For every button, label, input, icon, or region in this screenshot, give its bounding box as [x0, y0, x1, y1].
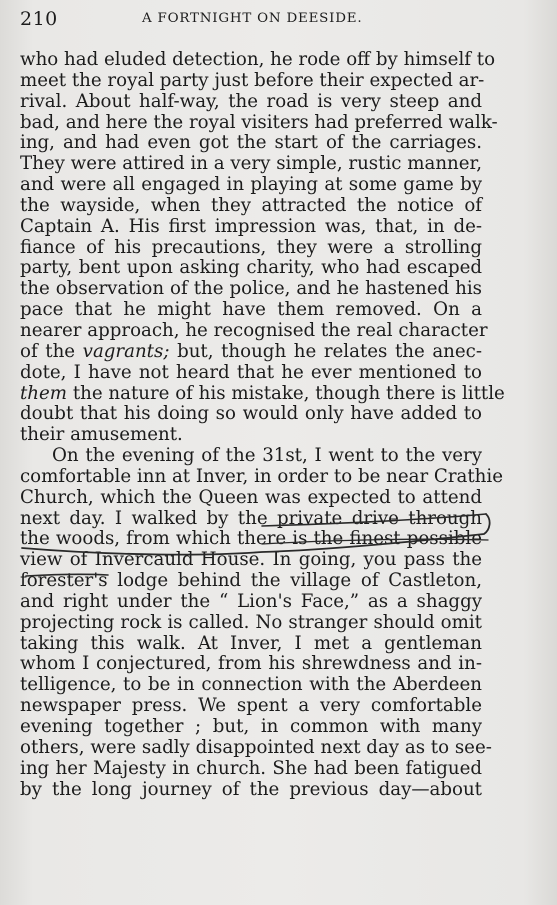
text-line: others, were sadly disappointed next day as to see- — [20, 736, 492, 758]
text-line: by the long journey of the previous day—about — [20, 778, 482, 800]
text-line: and right under the “ Lion's Face,” as a shaggy — [20, 590, 482, 612]
text-line: evening together ; but, in common with many — [20, 716, 482, 737]
page-number: 210 — [20, 8, 58, 30]
text-line: who had eluded detection, he rode off by himself to — [20, 49, 496, 70]
text-line: party, bent upon asking charity, who had escaped — [20, 257, 482, 279]
text-line: the woods, from which there is the finest possible — [20, 528, 482, 550]
text-line: pace that he might have them removed. On a — [20, 299, 482, 321]
text-line: forester's lodge behind the village of Castleton, — [20, 570, 482, 592]
text-line: telligence, to be in connection with the Aberdeen — [20, 674, 482, 696]
text-line: Church, which the Queen was expected to attend — [20, 486, 482, 508]
text-line: comfortable inn at Inver, in order to be near Crathie — [20, 465, 503, 487]
text-line: the wayside, when they attracted the notice of — [20, 194, 482, 216]
text-line: projecting rock is called. No stranger should omit — [20, 611, 482, 633]
text-line: rival. About half-way, the road is very steep and — [20, 90, 482, 112]
text-line: and were all engaged in playing at some game by — [20, 174, 482, 196]
text-line: bad, and here the royal visiters had preferred walk- — [20, 111, 498, 133]
text-line: the observation of the police, and he hastened his — [20, 278, 482, 300]
text-line: ing her Majesty in church. She had been fatigued — [20, 757, 482, 779]
text-line: fiance of his precautions, they were a strolling — [20, 236, 482, 258]
text-line: next day. I walked by the private drive through — [20, 507, 482, 529]
text-line: Captain A. His first impression was, that, in de- — [20, 215, 482, 237]
text-line: They were attired in a very simple, rustic manner, — [20, 153, 482, 175]
text-line: nearer approach, he recognised the real character — [20, 319, 488, 341]
text-line: ing, and had even got the start of the carriages. — [20, 132, 482, 154]
body-text — [20, 50, 510, 800]
text-line: view of Invercauld House. In going, you pass the — [20, 549, 482, 571]
text-line: newspaper press. We spent a very comfortable — [20, 695, 482, 717]
text-line: meet the royal party just before their expected ar- — [20, 69, 485, 91]
running-title: A FORTNIGHT ON DEESIDE. — [142, 11, 363, 26]
text-line: of the vagrants; but, though he relates the anec- — [20, 340, 482, 362]
text-line: them the nature of his mistake, though there is little — [20, 382, 505, 404]
text-line: taking this walk. At Inver, I met a gentleman — [20, 632, 482, 654]
text-line: doubt that his doing so would only have added to — [20, 403, 482, 425]
page-header — [20, 8, 500, 30]
text-line: On the evening of the 31st, I went to the very — [52, 445, 482, 467]
text-line: their amusement. — [20, 424, 183, 446]
text-line: whom I conjectured, from his shrewdness and in- — [20, 653, 482, 675]
text-line: dote, I have not heard that he ever mentioned to — [20, 361, 482, 383]
